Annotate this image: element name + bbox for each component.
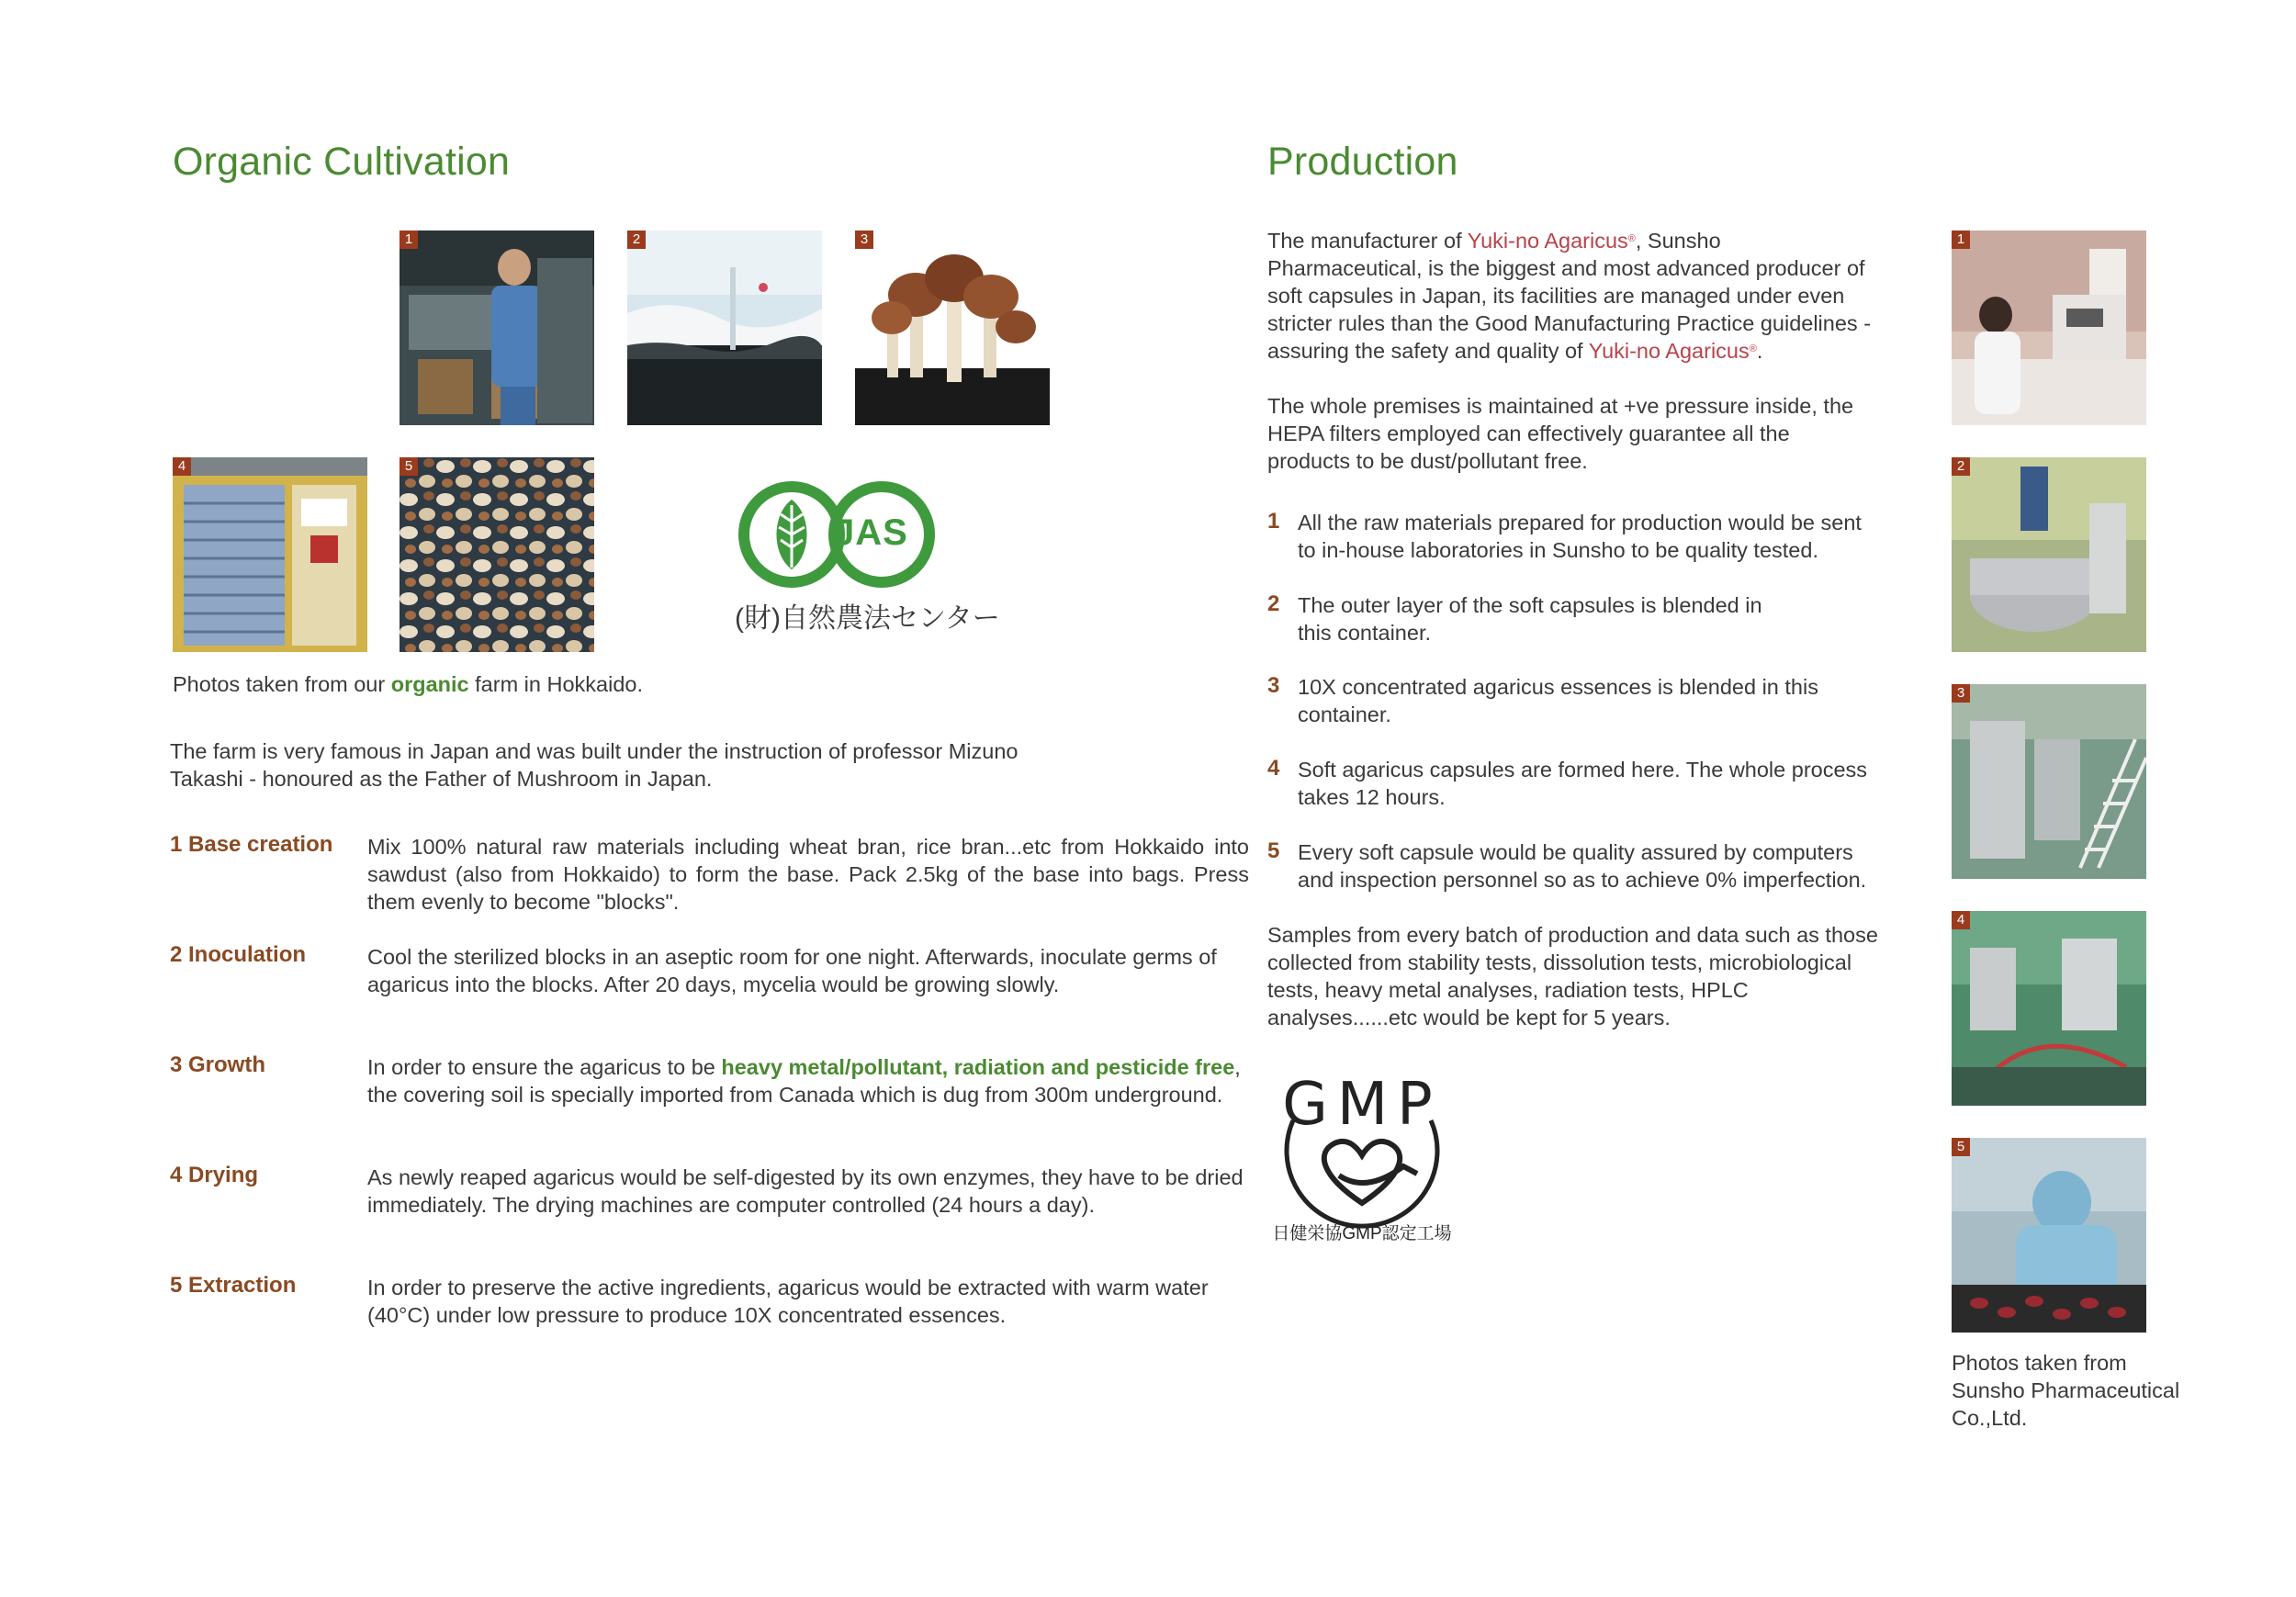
list-item: The outer layer of the soft capsules is blended in this container. [1298, 593, 1762, 645]
photo-number: 1 [400, 231, 418, 249]
right-para-3: Samples from every batch of production and data such as those collected from stability tests, dissolution tests, microbiological tests, heavy metal analyses, radiation tests, HPLC analyses......etc would be kept for 5 years. [1267, 923, 1878, 1029]
mushroom-photo [855, 231, 1050, 425]
step-name: 1 Base creation [170, 832, 333, 857]
photo-number: 3 [855, 231, 873, 249]
photo-number: 5 [400, 457, 418, 476]
list-item: Soft agaricus capsules are formed here. The whole process takes 12 hours. [1298, 758, 1868, 809]
blending-container-photo [1952, 457, 2146, 652]
essence-container-photo [1952, 684, 2146, 879]
list-number: 2 [1267, 591, 1280, 616]
list-item: All the raw materials prepared for production would be sent to in-house laboratories in Sunsho to be quality tested. [1298, 511, 1862, 562]
list-item: 10X concentrated agaricus essences is blended in this container. [1298, 675, 1818, 726]
jas-logo-caption: (財)自然農法センター [735, 603, 1000, 634]
sawdust-photo [627, 231, 822, 425]
right-para-2: The whole premises is maintained at +ve pressure inside, the HEPA filters employed can effectively guarantee all the products to be dust/pollutant free. [1267, 394, 1854, 473]
step-name: 4 Drying [170, 1163, 259, 1187]
photo-number: 4 [1952, 911, 1970, 929]
list-number: 3 [1267, 673, 1280, 698]
caption-pre: Photos taken from our [173, 672, 391, 696]
lab-photo [1952, 231, 2146, 425]
step-desc-highlight: heavy metal/pollutant, radiation and pesticide free [721, 1055, 1235, 1079]
inspection-photo [1952, 1138, 2146, 1333]
registered-mark: ® [1627, 233, 1636, 244]
photo-number: 2 [627, 231, 646, 249]
step-desc: Mix 100% natural raw materials including wheat bran, rice bran...etc from Hokkaido into sawdust (also from Hokkaido) to form the base. Pack 2.5kg of the base into bags. Press them evenly to become "blocks". [367, 835, 1249, 914]
gmp-logo [1266, 1065, 1458, 1249]
jas-logo-text: JAS [834, 512, 908, 553]
para1-c: . [1756, 339, 1763, 363]
step-desc: In order to preserve the active ingredients, agaricus would be extracted with warm water (40°C) under low pressure to produce 10X concentrated essences. [367, 1276, 1209, 1327]
photo-number: 1 [1952, 231, 1970, 249]
left-page-title: Organic Cultivation [173, 140, 511, 184]
jas-logo [726, 478, 1000, 635]
photo-number: 2 [1952, 457, 1970, 476]
worker-photo [400, 231, 594, 425]
capsule-machine-photo [1952, 911, 2146, 1106]
photo-number: 3 [1952, 684, 1970, 703]
photo-number: 4 [173, 457, 191, 476]
left-intro-paragraph: The farm is very famous in Japan and was built under the instruction of professor Mizuno Takashi - honoured as the Father of Mushroom in Japan. [170, 739, 1019, 791]
step-name: 5 Extraction [170, 1273, 297, 1298]
para1-a: The manufacturer of [1267, 229, 1468, 253]
caption-post: farm in Hokkaido. [468, 672, 644, 696]
list-item: Every soft capsule would be quality assured by computers and inspection personnel so as to achieve 0% imperfection. [1298, 840, 1867, 892]
photo-number: 5 [1952, 1138, 1970, 1156]
dried-mushroom-photo [400, 457, 594, 652]
step-desc: As newly reaped agaricus would be self-digested by its own enzymes, they have to be dried immediately. The drying machines are computer controlled (24 hours a day). [367, 1165, 1244, 1217]
step-name: 3 Growth [170, 1052, 266, 1077]
list-number: 5 [1267, 838, 1280, 863]
right-para-1 [1267, 227, 1874, 365]
step-desc-post: , the covering soil is specially imported from Canada which is dug from 300m underground. [367, 1055, 1241, 1107]
left-photo-caption [173, 670, 643, 698]
brand-name: Yuki-no Agaricus [1588, 339, 1750, 363]
drying-machine-photo [173, 457, 367, 652]
registered-mark: ® [1749, 343, 1757, 354]
right-photo-caption: Photos taken from Sunsho Pharmaceutical Co.,Ltd. [1952, 1351, 2180, 1430]
step-desc [367, 1053, 1249, 1108]
step-desc-pre: In order to ensure the agaricus to be [367, 1055, 722, 1079]
gmp-logo-caption: 日健栄協GMP認定工場 [1272, 1224, 1452, 1243]
step-desc: Cool the sterilized blocks in an aseptic room for one night. Afterwards, inoculate germs of agaricus into the blocks. After 20 days, mycelia would be growing slowly. [367, 945, 1217, 996]
para1-b: , Sunsho Pharmaceutical, is the biggest and most advanced producer of soft capsules in Japan, its facilities are managed under even stricter rules than the Good Manufacturing Practice guidelines - assuring the safety and quality of [1267, 229, 1872, 363]
list-number: 4 [1267, 756, 1280, 781]
right-page-title: Production [1267, 140, 1458, 184]
brand-name: Yuki-no Agaricus [1467, 229, 1628, 253]
gmp-logo-text: GMP [1282, 1071, 1442, 1139]
list-number: 1 [1267, 509, 1280, 534]
caption-highlight: organic [390, 672, 469, 696]
step-name: 2 Inoculation [170, 942, 307, 967]
